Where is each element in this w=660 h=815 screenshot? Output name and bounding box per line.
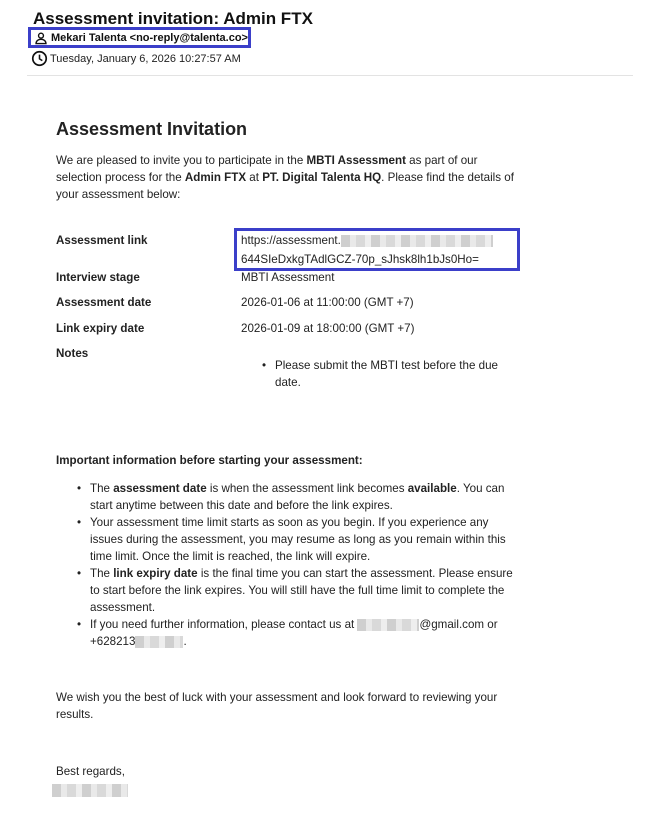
info-text: . You can start anytime between this date and before the link expires. <box>90 482 505 512</box>
assessment-link-line2[interactable]: 644SIeDxkgTAdlGCZ-70p_sJhsk8lh1bJs0Ho= <box>241 253 479 266</box>
assessment-link-text[interactable]: https://assessment. <box>241 234 341 247</box>
important-info-list <box>73 480 521 650</box>
sender-row[interactable] <box>28 27 251 48</box>
signoff: Best regards, <box>56 765 125 778</box>
info-text: The <box>90 482 114 495</box>
position-name: Admin FTX <box>184 171 247 184</box>
link-expiry-value: 2026-01-09 at 18:00:00 (GMT +7) <box>241 322 415 335</box>
interview-stage-label: Interview stage <box>56 271 140 284</box>
assessment-link-label: Assessment link <box>56 234 148 247</box>
company-name: PT. Digital Talenta HQ <box>262 171 382 184</box>
notes-label: Notes <box>56 347 89 360</box>
intro-text: at <box>246 171 263 184</box>
redacted-blur <box>341 235 493 247</box>
contact-email-suffix[interactable]: @gmail.com or <box>419 618 498 631</box>
assessment-date-value: 2026-01-06 at 11:00:00 (GMT +7) <box>241 296 414 309</box>
important-info-title: Important information before starting your assessment: <box>56 454 363 467</box>
redacted-blur <box>357 619 419 631</box>
info-bold: link expiry date <box>113 567 198 580</box>
clock-icon <box>31 50 48 67</box>
signature-blur <box>52 784 128 797</box>
closing-paragraph: We wish you the best of luck with your assessment and look forward to reviewing your results. <box>56 691 498 721</box>
intro-text: . Please find the details of your assessment below: <box>56 171 514 201</box>
info-text: is when the assessment link becomes <box>206 482 408 495</box>
info-item-assessment-date <box>73 480 521 514</box>
sender-text: Mekari Talenta <no-reply@talenta.co> <box>51 31 248 44</box>
intro-paragraph <box>56 152 526 203</box>
notes-list <box>258 357 518 391</box>
intro-text: We are pleased to invite you to participate in the <box>56 154 307 167</box>
info-bold: available <box>407 482 457 495</box>
datetime-row <box>31 50 241 67</box>
assessment-link-line1[interactable] <box>241 234 493 247</box>
info-item-contact <box>73 616 521 650</box>
notes-item: • Please submit the MBTI test before the due date. <box>258 357 518 391</box>
info-text: is the final time you can start the assessment. Please ensure to start before the link expires. You will still have the full time limit to complete the assessment. <box>90 567 513 614</box>
info-text: . <box>183 635 187 648</box>
email-subject: Assessment invitation: Admin FTX <box>33 9 313 28</box>
datetime-text: Tuesday, January 6, 2026 10:27:57 AM <box>50 52 241 65</box>
intro-text: as part of our selection process for the <box>56 154 478 184</box>
assessment-date-label: Assessment date <box>56 296 152 309</box>
page-title: Assessment Invitation <box>56 119 248 139</box>
contact-phone[interactable]: +628213 <box>90 635 136 648</box>
info-item-expiry <box>73 565 521 616</box>
assessment-name: MBTI Assessment <box>306 154 406 167</box>
interview-stage-value: MBTI Assessment <box>241 271 335 284</box>
info-text: If you need further information, please contact us at <box>90 618 358 631</box>
person-icon <box>34 31 48 45</box>
link-expiry-label: Link expiry date <box>56 322 145 335</box>
info-bold: assessment date <box>113 482 207 495</box>
header-divider <box>27 75 633 76</box>
info-item-time-limit: • Your assessment time limit starts as soon as you begin. If you experience any issues during the assessment, you may resume as long as you remain within this time limit. Once the limit is reached, the link will expire. <box>73 514 521 565</box>
redacted-blur <box>135 636 183 648</box>
info-text: The <box>90 567 114 580</box>
